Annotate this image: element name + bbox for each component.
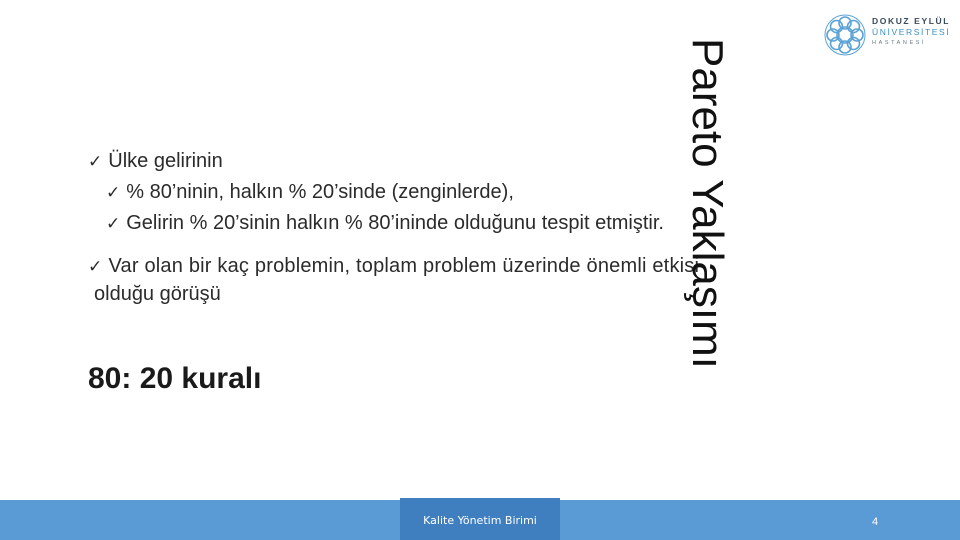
subheading: 80: 20 kuralı xyxy=(88,362,262,395)
logo-line-3: HASTANESİ xyxy=(872,40,927,46)
bullet-text: Var olan bir kaç problemin, toplam problem üzerinde önemli etkisi xyxy=(108,255,700,277)
slide-title: Pareto Yaklaşımı xyxy=(683,38,732,369)
bullet-item xyxy=(88,254,699,279)
bullet-item xyxy=(106,211,664,236)
checkmark-icon: ✓ xyxy=(88,257,103,276)
bullet-item xyxy=(106,180,514,205)
bullet-continuation: olduğu görüşü xyxy=(94,283,221,305)
logo-text xyxy=(872,16,952,48)
bullet-text: Ülke gelirinin xyxy=(108,150,223,172)
checkmark-icon: ✓ xyxy=(88,152,103,171)
page-number: 4 xyxy=(871,516,879,528)
rosette-logo-icon xyxy=(822,12,868,58)
logo-line-2: ÜNİVERSİTESİ xyxy=(872,27,951,37)
bullet-item xyxy=(88,149,223,174)
university-logo xyxy=(822,10,952,58)
footer-label: Kalite Yönetim Birimi xyxy=(423,514,537,527)
checkmark-icon: ✓ xyxy=(106,214,121,233)
bullet-text: % 80’ninin, halkın % 20’sinde (zenginlerde), xyxy=(126,181,514,203)
bullet-text: Gelirin % 20’sinin halkın % 80’ininde olduğunu tespit etmiştir. xyxy=(126,212,664,234)
checkmark-icon: ✓ xyxy=(106,183,121,202)
logo-line-1: DOKUZ EYLÜL xyxy=(872,16,951,26)
